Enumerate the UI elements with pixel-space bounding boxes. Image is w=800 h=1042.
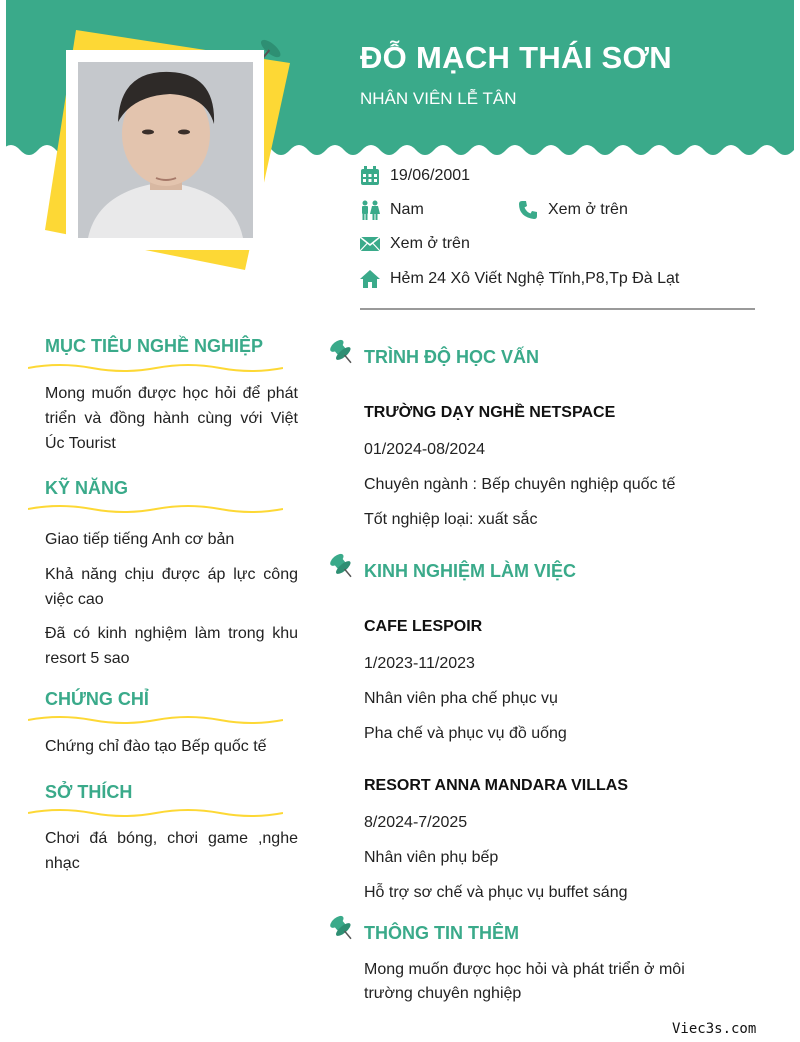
hobbies-title: SỞ THÍCH xyxy=(45,782,133,802)
calendar-icon xyxy=(360,166,380,186)
skill-item: Giao tiếp tiếng Anh cơ bản xyxy=(45,531,235,548)
phone-row xyxy=(518,200,628,220)
objective-underline xyxy=(28,362,283,374)
job-description: Hỗ trợ sơ chế và phục vụ buffet sáng xyxy=(364,884,628,901)
job-position: Nhân viên phụ bếp xyxy=(364,849,499,866)
certificate-item: Chứng chỉ đào tạo Bếp quốc tế xyxy=(45,738,267,755)
education-title: TRÌNH ĐỘ HỌC VẤN xyxy=(364,347,539,367)
job-period: 8/2024-7/2025 xyxy=(364,814,468,831)
objective-text: Mong muốn được học hỏi để phát triển và đồng hành cùng với Việt Úc Tourist xyxy=(45,385,298,452)
experience-title: KINH NGHIỆM LÀM VIỆC xyxy=(364,561,577,581)
job-period: 1/2023-11/2023 xyxy=(364,655,475,672)
address-row xyxy=(360,269,679,289)
objective-title: MỤC TIÊU NGHỀ NGHIỆP xyxy=(45,336,264,356)
skill-item: Đã có kinh nghiệm làm trong khu resort 5 sao xyxy=(45,625,298,667)
profile-photo xyxy=(78,62,253,238)
education-period: 01/2024-08/2024 xyxy=(364,441,485,458)
additional-info-title: THÔNG TIN THÊM xyxy=(364,923,519,943)
skills-underline xyxy=(28,503,283,515)
pushpin-icon xyxy=(328,338,356,366)
certificates-underline xyxy=(28,714,283,726)
additional-info-text: Mong muốn được học hỏi và phát triển ở môi trường chuyên nghiệp xyxy=(364,961,685,1002)
email-value: Xem ở trên xyxy=(390,235,470,252)
job-position: Nhân viên pha chế phục vụ xyxy=(364,690,558,707)
education-school: TRƯỜNG DẠY NGHỀ NETSPACE xyxy=(364,404,616,421)
gender-icon xyxy=(360,200,380,220)
pushpin-icon xyxy=(328,914,356,942)
hobbies-text: Chơi đá bóng, chơi game ,nghe nhạc xyxy=(45,830,298,872)
gender-row xyxy=(360,200,424,220)
birthday-value: 19/06/2001 xyxy=(390,167,471,184)
email-icon xyxy=(360,234,380,254)
address-value: Hẻm 24 Xô Viết Nghệ Tĩnh,P8,Tp Đà Lạt xyxy=(390,270,680,287)
education-major: Chuyên ngành : Bếp chuyên nghiệp quốc tế xyxy=(364,476,676,493)
education-grade: Tốt nghiệp loại: xuất sắc xyxy=(364,511,538,528)
phone-value: Xem ở trên xyxy=(548,201,628,218)
job-description: Pha chế và phục vụ đồ uống xyxy=(364,725,567,742)
job-company: CAFE LESPOIR xyxy=(364,618,483,635)
certificates-title: CHỨNG CHỈ xyxy=(45,689,149,709)
home-icon xyxy=(360,269,380,289)
skill-item: Khả năng chịu được áp lực công việc cao xyxy=(45,566,298,608)
contact-divider xyxy=(360,308,755,310)
job-company: RESORT ANNA MANDARA VILLAS xyxy=(364,777,628,794)
email-row xyxy=(360,234,470,254)
phone-icon xyxy=(518,200,538,220)
skills-title: KỸ NĂNG xyxy=(45,478,129,498)
watermark: Viec3s.com xyxy=(672,1021,757,1037)
candidate-name: ĐỖ MẠCH THÁI SƠN xyxy=(360,40,672,75)
gender-value: Nam xyxy=(390,201,424,218)
birthday-row xyxy=(360,166,470,186)
hobbies-underline xyxy=(28,807,283,819)
candidate-job-title: NHÂN VIÊN LỄ TÂN xyxy=(360,89,517,108)
pushpin-icon xyxy=(328,552,356,580)
